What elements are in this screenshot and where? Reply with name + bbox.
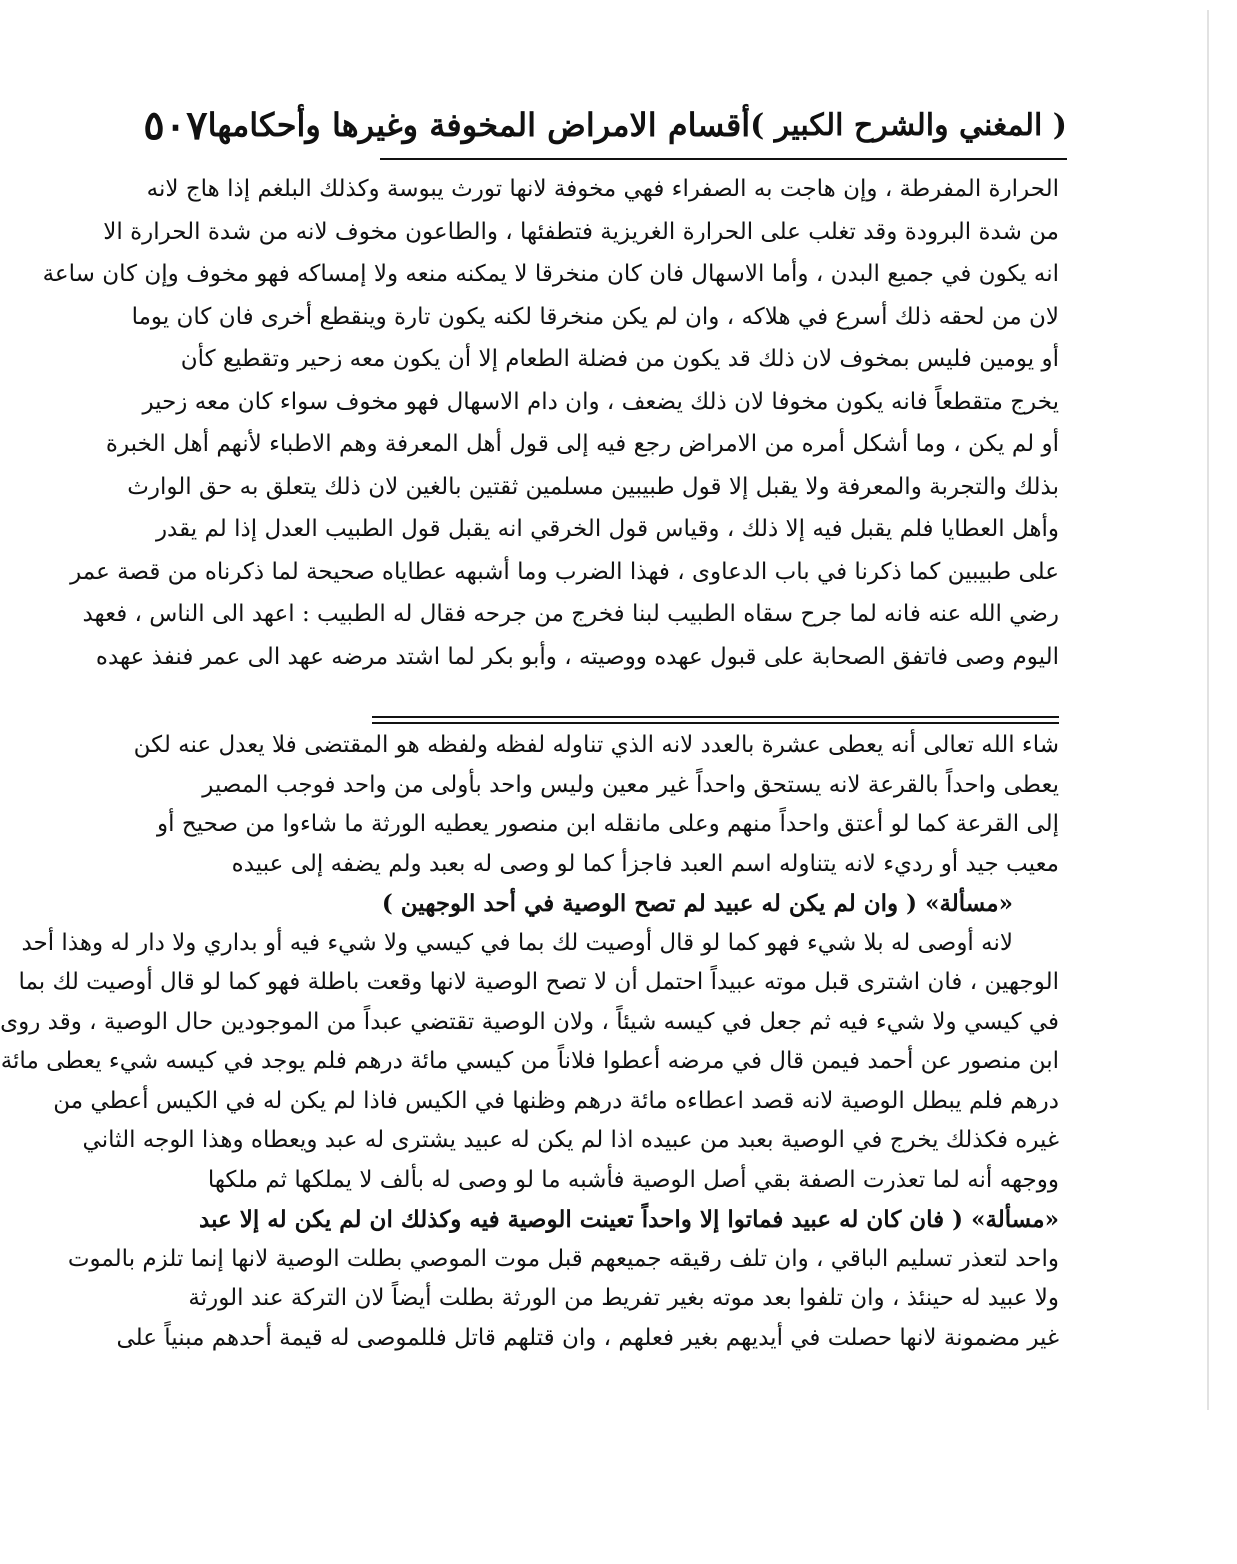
commentary-line: واحد لتعذر تسليم الباقي ، وان تلف رقيقه جميعهم قبل موت الموصي بطلت الوصية لانها إنما تلزم بالموت xyxy=(67,1245,1059,1272)
main-text-line: من شدة البرودة وقد تغلب على الحرارة الغريزية فتطفئها ، والطاعون مخوف لانه من شدة الحرارة الا xyxy=(103,218,1059,245)
commentary-line: درهم فلم يبطل الوصية لانه قصد اعطاءه مائة درهم وظنها في الكيس فاذا لم يكن له في الكيس أعطي من xyxy=(53,1087,1059,1114)
commentary-line: في كيسي ولا شيء فيه ثم جعل في كيسه شيئاً ، ولان الوصية تقتضي عبداً من الموجودين حال الوصية ، وقد روى xyxy=(0,1008,1059,1035)
commentary-line: غير مضمونة لانها حصلت في أيديهم بغير فعلهم ، وان قتلهم قاتل فللموصى له قيمة أحدهم مبنياً على xyxy=(116,1324,1059,1351)
main-text-line: وأهل العطايا فلم يقبل فيه إلا ذلك ، وقياس قول الخرقي انه يقبل قول الطبيب العدل إذا لم يقدر xyxy=(155,516,1059,542)
page-number: ٥٠٧ xyxy=(143,101,208,149)
commentary-line: ولا عبيد له حينئذ ، وان تلفوا بعد موته بغير تفريط من الورثة بطلت أيضاً لان التركة عند الورثة xyxy=(188,1285,1059,1311)
main-text-line: يخرج متقطعاً فانه يكون مخوفا لان ذلك يضعف ، وان دام الاسهال فهو مخوف سواء كان معه زحير xyxy=(142,388,1059,415)
main-text xyxy=(42,168,1059,678)
header-rule xyxy=(380,158,1067,160)
main-text-line: أو لم يكن ، وما أشكل أمره من الامراض رجع فيه إلى قول أهل المعرفة وهم الاطباء لأنهم أهل الخبرة xyxy=(105,431,1059,457)
commentary-line: ابن منصور عن أحمد فيمن قال في مرضه أعطوا فلاناً من كيسي مائة درهم فلم يوجد في كيسه شيء يعطى مائة xyxy=(0,1048,1059,1074)
page-margin-shadow xyxy=(1207,10,1209,1410)
commentary-line: شاء الله تعالى أنه يعطى عشرة بالعدد لانه الذي تناوله لفظه ولفظه هو المقتضى فلا يعدل عنه لكن xyxy=(133,732,1059,758)
page-header xyxy=(143,92,1067,158)
commentary-line: الوجهين ، فان اشترى قبل موته عبيداً احتمل أن لا تصح الوصية لانها وقعت باطلة فهو كما لو قال أوصيت لك بما xyxy=(18,969,1059,995)
main-text-line: اليوم وصى فاتفق الصحابة على قبول عهده ووصيته ، وأبو بكر لما اشتد مرضه عهد الى عمر فنفذ عهده xyxy=(95,643,1059,670)
main-text-line: انه يكون في جميع البدن ، وأما الاسهال فان كان منخرقا لا يمكنه منعه ولا إمساكه فهو مخوف وإن كان ساعة xyxy=(42,261,1059,287)
masala-heading: «مسألة» ( فان كان له عبيد فماتوا إلا واحداً تعينت الوصية فيه وكذلك ان لم يكن له إلا عبد xyxy=(199,1206,1059,1233)
main-text-line: الحرارة المفرطة ، وإن هاجت به الصفراء فهي مخوفة لانها تورث يبوسة وكذلك البلغم إذا هاج لانه xyxy=(146,176,1059,202)
chapter-title: أقسام الامراض المخوفة وغيرها وأحكامها xyxy=(207,106,751,144)
main-text-line: بذلك والتجربة والمعرفة ولا يقبل إلا قول طبيبين مسلمين ثقتين بالغين لان ذلك يتعلق به حق الوارث xyxy=(127,473,1059,500)
commentary-line: إلى القرعة كما لو أعتق واحداً منهم وعلى مانقله ابن منصور يعطيه الورثة ما شاءوا من صحيح أو xyxy=(157,811,1059,837)
main-text-line: على طبيبين كما ذكرنا في باب الدعاوى ، فهذا الضرب وما أشبهه عطاياه صحيحة لما ذكرناه من قصة عمر xyxy=(70,558,1059,585)
commentary-text xyxy=(0,726,1059,1358)
book-title: ( المغني والشرح الكبير ) xyxy=(750,107,1067,143)
section-divider-top xyxy=(372,716,1059,718)
commentary-line: يعطى واحداً بالقرعة لانه يستحق واحداً غير معين وليس واحد بأولى من واحد فوجب المصير xyxy=(202,771,1059,798)
main-text-line: أو يومين فليس بمخوف لان ذلك قد يكون من فضلة الطعام إلا أن يكون معه زحير وتقطيع كأن xyxy=(180,346,1059,372)
main-text-line: رضي الله عنه فانه لما جرح سقاه الطبيب لبنا فخرج من جرحه فقال له الطبيب : اعهد الى الناس ، فعهد xyxy=(82,601,1059,627)
main-text-line: لان من لحقه ذلك أسرع في هلاكه ، وان لم يكن منخرقا لكنه يكون تارة وينقطع أخرى فان كان يوما xyxy=(131,303,1059,330)
masala-heading: «مسألة» ( وان لم يكن له عبيد لم تصح الوصية في أحد الوجهين ) xyxy=(381,890,1013,917)
commentary-line: غيره فكذلك يخرج في الوصية بعبد من عبيده اذا لم يكن له عبيد يشترى له عبد ويعطاه وهذا الوجه الثاني xyxy=(82,1127,1059,1153)
commentary-line: معيب جيد أو رديء لانه يتناوله اسم العبد فاجزأ كما لو وصى له بعبد ولم يضفه إلى عبيده xyxy=(231,850,1059,877)
commentary-line: لانه أوصى له بلا شيء فهو كما لو قال أوصيت لك بما في كيسي ولا شيء فيه أو بداري ولا دار له وهذا أحد xyxy=(21,929,1013,956)
section-divider-bottom xyxy=(372,722,1059,724)
commentary-line: ووجهه أنه لما تعذرت الصفة بقي أصل الوصية فأشبه ما لو وصى له بألف لا يملكها ثم ملكها xyxy=(207,1166,1059,1193)
